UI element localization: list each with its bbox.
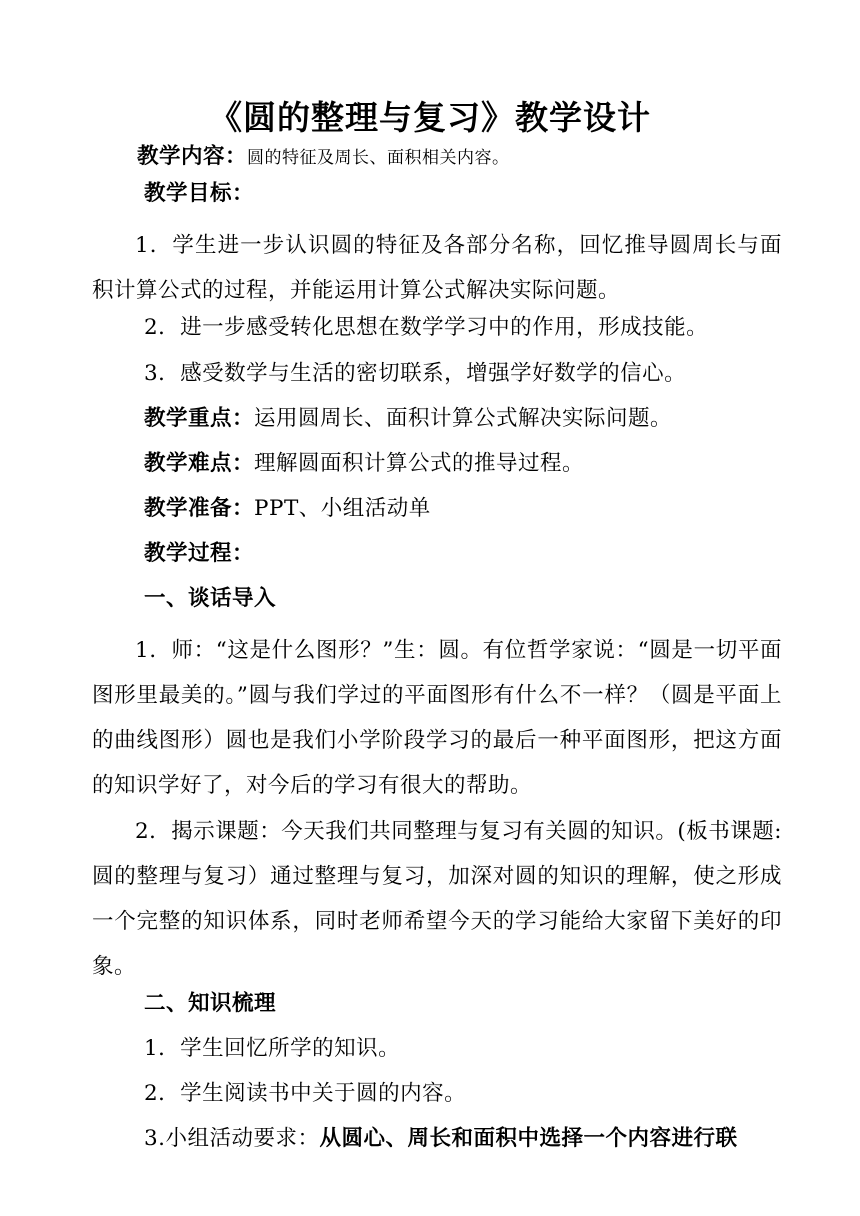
teaching-content-label: 教学内容： — [137, 144, 248, 169]
section-2-item-1: 1．学生回忆所学的知识。 — [144, 1036, 401, 1061]
teaching-goals-heading: 教学目标： — [144, 181, 255, 206]
item-3-prefix: 3.小组活动要求： — [144, 1126, 320, 1151]
goal-item-3: 3．感受数学与生活的密切联系，增强学好数学的信心。 — [144, 361, 687, 386]
section-1-paragraph-2: 2．揭示课题：今天我们共同整理与复习有关圆的知识。(板书课题:圆的整理与复习）通过整理与复习，加深对圆的知识的理解，使之形成一个完整的知识体系，同时老师希望今天的学习能给大家留下美好的印象。 — [92, 819, 782, 979]
teaching-difficulty — [144, 449, 584, 479]
section-1-heading: 一、谈话导入 — [144, 586, 277, 611]
teaching-preparation — [144, 494, 431, 524]
section-2-item-3 — [144, 1124, 738, 1154]
goal-item-1: 1．学生进一步认识圆的特征及各部分名称，回忆推导圆周长与面积计算公式的过程，并能运用计算公式解决实际问题。 — [92, 233, 782, 303]
goal-item-2: 2．进一步感受转化思想在数学学习中的作用，形成技能。 — [144, 315, 709, 340]
teaching-process-heading: 教学过程： — [144, 541, 255, 566]
document-title: 《圆的整理与复习》教学设计 — [209, 98, 651, 137]
teaching-content — [137, 142, 510, 173]
key-points-text: 运用圆周长、面积计算公式解决实际问题。 — [254, 406, 673, 431]
preparation-text: PPT、小组活动单 — [254, 496, 431, 521]
difficulty-label: 教学难点： — [144, 451, 255, 476]
item-3-bold-text: 从圆心、周长和面积中选择一个内容进行联 — [319, 1126, 738, 1151]
key-points-label: 教学重点： — [144, 406, 255, 431]
teaching-content-text: 圆的特征及周长、面积相关内容。 — [247, 148, 510, 168]
difficulty-text: 理解圆面积计算公式的推导过程。 — [254, 451, 585, 476]
preparation-label: 教学准备： — [144, 496, 255, 521]
teaching-key-points — [144, 404, 672, 434]
section-2-heading: 二、知识梳理 — [144, 991, 277, 1016]
section-1-paragraph-1: 1．师：“这是什么图形？”生：圆。有位哲学家说：“圆是一切平面图形里最美的。”圆与我们学过的平面图形有什么不一样？（圆是平面上的曲线图形）圆也是我们小学阶段学习的最后一种平面图形，把这方面的知识学好了，对今后的学习有很大的帮助。 — [92, 638, 782, 798]
section-2-item-2: 2．学生阅读书中关于圆的内容。 — [144, 1081, 467, 1106]
